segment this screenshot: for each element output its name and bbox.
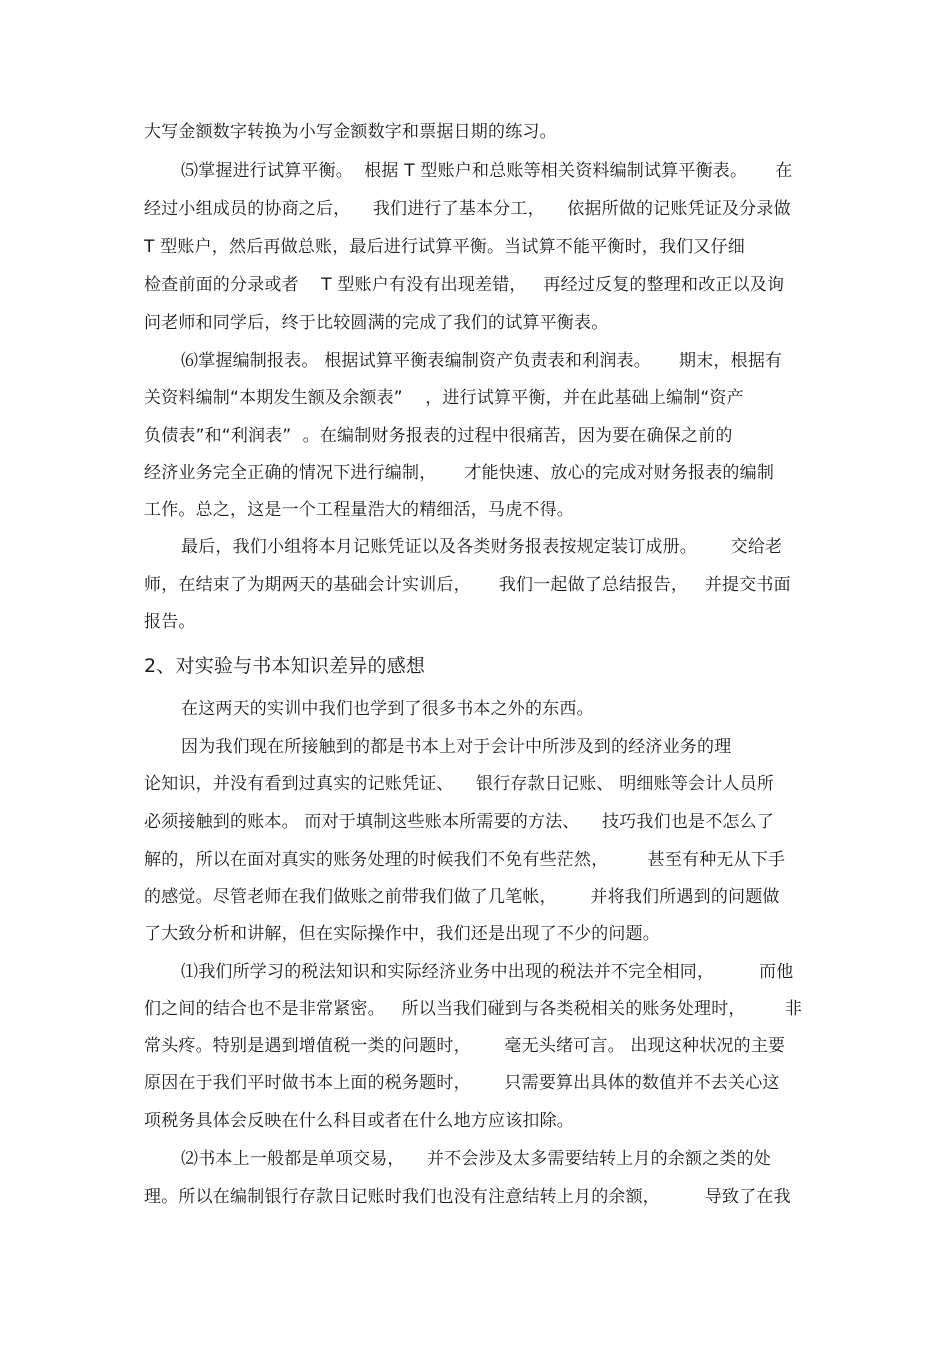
text-line: 论知识，并没有看到过真实的记账凭证、 银行存款日记账、 明细账等会计人员所 [144, 774, 775, 794]
text-line: 了大致分析和讲解，但在实际操作中，我们还是出现了不少的问题。 [144, 924, 660, 944]
text-line: 问老师和同学后，终于比较圆满的完成了我们的试算平衡表。 [144, 313, 609, 333]
text-line: 原因在于我们平时做书本上面的税务题时， 只需要算出具体的数值并不去关心这 [144, 1073, 780, 1093]
text-line: ⑵书本上一般都是单项交易， 并不会涉及太多需要结转上月的余额之类的处 [181, 1149, 772, 1169]
text-line: 经济业务完全正确的情况下进行编制， 才能快速、放心的完成对财务报表的编制 [144, 463, 775, 483]
text-line: 项税务具体会反映在什么科目或者在什么地方应该扣除。 [144, 1111, 574, 1131]
text-line: 们之间的结合也不是非常紧密。 所以当我们碰到与各类税相关的账务处理时， 非 [144, 999, 803, 1019]
text-line: 关资料编制“本期发生额及余额表” ，进行试算平衡，并在此基础上编制“资产 [144, 388, 744, 408]
text-line: 解的，所以在面对真实的账务处理的时候我们不免有些茫然， 甚至有种无从下手 [144, 850, 786, 870]
section-heading: 2、对实验与书本知识差异的感想 [144, 655, 426, 677]
text-line: 必须接触到的账本。 而对于填制这些账本所需要的方法、 技巧我们也是不怎么了 [144, 812, 775, 832]
text-line: 理。所以在编制银行存款日记账时我们也没有注意结转上月的余额， 导致了在我 [144, 1187, 791, 1207]
text-line: 在这两天的实训中我们也学到了很多书本之外的东西。 [181, 699, 594, 719]
text-line: 因为我们现在所接触到的都是书本上对于会计中所涉及到的经济业务的理 [181, 737, 732, 757]
text-line: ⑴我们所学习的税法知识和实际经济业务中出现的税法并不完全相同， 而他 [181, 962, 794, 982]
text-line: 常头疼。特别是遇到增值税一类的问题时， 毫无头绪可言。 出现这种状况的主要 [144, 1036, 786, 1056]
text-line: 负债表”和“利润表” 。在编制财务报表的过程中很痛苦，因为要在确保之前的 [144, 426, 733, 446]
text-line: 检查前面的分录或者 T 型账户有没有出现差错， 再经过反复的整理和改正以及询 [144, 275, 785, 295]
text-line: 报告。 [144, 612, 196, 632]
text-line: 大写金额数字转换为小写金额数字和票据日期的练习。 [144, 122, 557, 142]
text-line: 经过小组成员的协商之后， 我们进行了基本分工， 依据所做的记账凭证及分录做 [144, 199, 791, 219]
text-line: 工作。总之，这是一个工程量浩大的精细活，马虎不得。 [144, 500, 574, 520]
text-line: 的感觉。尽管老师在我们做账之前带我们做了几笔帐， 并将我们所遇到的问题做 [144, 887, 780, 907]
text-line: ⑹掌握编制报表。 根据试算平衡表编制资产负责表和利润表。 期末，根据有 [181, 351, 783, 371]
text-line: 师，在结束了为期两天的基础会计实训后， 我们一起做了总结报告， 并提交书面 [144, 575, 791, 595]
text-line: 最后，我们小组将本月记账凭证以及各类财务报表按规定装订成册。 交给老 [181, 537, 783, 557]
text-line: T 型账户，然后再做总账，最后进行试算平衡。当试算不能平衡时，我们又仔细 [144, 237, 745, 257]
text-line: ⑸掌握进行试算平衡。 根据 T 型账户和总账等相关资料编制试算平衡表。 在 [181, 161, 793, 181]
